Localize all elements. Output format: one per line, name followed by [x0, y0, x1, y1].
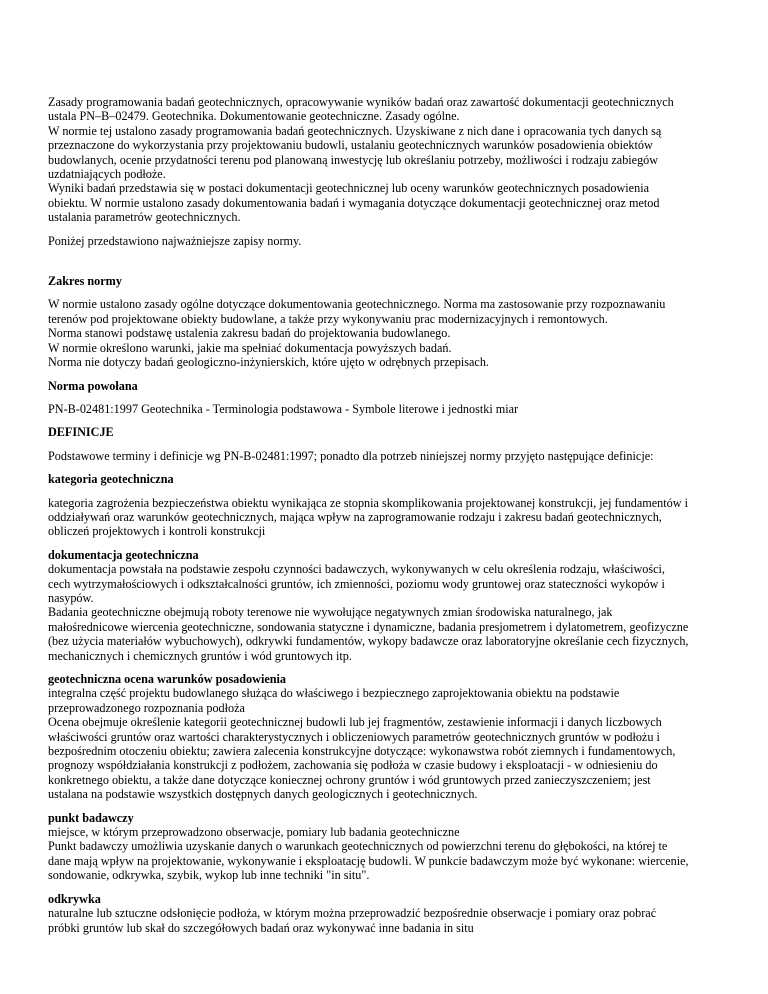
intro-line: uzdatniających podłoże. [48, 167, 166, 182]
intro-paragraph [48, 95, 718, 225]
definition-line: naturalne lub sztuczne odsłonięcie podłoża, w którym można przeprowadzić bezpośrednie obserwacje i pomiary oraz pobrać [48, 906, 657, 921]
definition-line: sondowanie, odkrywka, szybik, wykop lub inne techniki "in situ". [48, 868, 370, 883]
definition-term: punkt badawczy [48, 810, 134, 825]
definition-line: Ocena obejmuje określenie kategorii geotechnicznej budowli lub jej fragmentów, zestawienie informacji i danych liczbowych [48, 715, 662, 730]
intro-line: przeznaczone do wykorzystania przy projektowaniu budowli, ustalaniu geotechnicznych warunków posadowienia obiektów [48, 138, 653, 153]
definition-line: oddziaływań oraz warunków geotechnicznych, mająca wpływ na zaprogramowanie rodzaju i zakresu badań geotechnicznych, [48, 509, 662, 524]
definition-line: integralna część projektu budowlanego służąca do właściwego i bezpiecznego zaprojektowania obiektu na podstawie [48, 686, 620, 701]
definition-line: próbki gruntów lub skał do szczegółowych badań oraz wykonywać inne badania in situ [48, 920, 474, 935]
definition-line: (bez użycia materiałów wybuchowych), odkrywki fundamentów, wykopy badawcze oraz laboratoryjne określanie cech fizycznych, [48, 634, 689, 649]
definition-line: bezpośrednim otoczeniu obiektu; zawiera zalecenia konstrukcyjne dotyczące: wykonawstwa robót ziemnych i fundamentowych, [48, 744, 676, 759]
scope-line: terenów pod projektowane obiekty budowlane, a także przy wykonywaniu prac modernizacyjnych i remontowych. [48, 311, 608, 326]
definition-line: cech wytrzymałościowych i odkształcalności gruntów, ich zmienności, poziomu wody gruntowej oraz stateczności wykopów i [48, 576, 665, 591]
document-page [48, 95, 718, 935]
definition-term: odkrywka [48, 891, 101, 906]
definition-term: geotechniczna ocena warunków posadowienia [48, 672, 287, 686]
reference-text: PN-B-02481:1997 Geotechnika - Terminologia podstawowa - Symbole literowe i jednostki miar [48, 401, 519, 416]
definition-term: dokumentacja geotechniczna [48, 547, 199, 562]
definition-body [48, 906, 718, 935]
intro-summary: Poniżej przedstawiono najważniejsze zapisy normy. [48, 233, 302, 248]
definition-body [48, 496, 718, 539]
definition-body [48, 825, 718, 883]
definition-body [48, 562, 718, 663]
definition-line: nasypów. [48, 590, 94, 605]
definition-body [48, 686, 718, 801]
definition-line: Punkt badawczy umożliwia uzyskanie danych o warunkach geotechnicznych od powierzchni terenu do głębokości, na której te [48, 839, 668, 854]
definition-term: kategoria geotechniczna [48, 472, 174, 487]
scope-heading: Zakres normy [48, 274, 122, 289]
definition-line: ustalana na podstawie wszystkich dostępnych danych geologicznych i geotechnicznych. [48, 787, 478, 802]
scope-line: W normie określono warunki, jakie ma spełniać dokumentacja powyższych badań. [48, 340, 452, 355]
scope-line: Norma stanowi podstawę ustalenia zakresu badań do projektowania budowlanego. [48, 326, 451, 341]
definitions-intro: Podstawowe terminy i definicje wg PN-B-02481:1997; ponadto dla potrzeb niniejszej normy przyjęto następujące definicje: [48, 448, 654, 463]
definition-line: małośrednicowe wiercenia geotechniczne, sondowania statyczne i dynamiczne, badania presjometrem i dylatometrem, geofizyczne [48, 619, 689, 634]
scope-line: W normie ustalono zasady ogólne dotyczące dokumentowania geotechnicznego. Norma ma zastosowanie przy rozpoznawaniu [48, 297, 666, 312]
definition-line: dane mają wpływ na projektowanie, wykonywanie i eksploatację budowli. W punkcie badawczym może być wykonane: wiercenie, [48, 853, 689, 868]
reference-heading: Norma powołana [48, 378, 138, 393]
definition-line: konkretnego obiektu, a także dane dotyczące koniecznej ochrony gruntów i wód gruntowych przed zanieczyszczeniem; jest [48, 772, 651, 787]
intro-line: ustalania parametrów geotechnicznych. [48, 210, 241, 225]
definition-line: przeprowadzonego rozpoznania podłoża [48, 700, 245, 715]
intro-line: budowlanych, ocenie przydatności terenu pod planowaną inwestycję lub określaniu potrzeby, możliwości i rodzaju zabiegów [48, 152, 659, 167]
definition-line: mechanicznych i chemicznych gruntów i wód gruntowych itp. [48, 648, 352, 663]
definition-line: dokumentacja powstała na podstawie zespołu czynności badawczych, wykonywanych w celu określenia rodzaju, właściwości, [48, 562, 665, 577]
intro-line: obiektu. W normie ustalono zasady dokumentowania badań i wymagania dotyczące dokumentacji geotechnicznej oraz metod [48, 195, 660, 210]
scope-line: Norma nie dotyczy badań geologiczno-inżynierskich, które ujęto w odrębnych przepisach. [48, 355, 489, 370]
definition-line: kategoria zagrożenia bezpieczeństwa obiektu wynikająca ze stopnia skomplikowania projektowanej konstrukcji, jej fundamentów i [48, 495, 688, 510]
intro-line: ustala PN–B–02479. Geotechnika. Dokumentowanie geotechniczne. Zasady ogólne. [48, 109, 460, 124]
definition-line: obliczeń projektowych i kontroli konstrukcji [48, 524, 266, 539]
definition-line: Badania geotechniczne obejmują roboty terenowe nie wywołujące negatywnych zmian środowiska naturalnego, jak [48, 605, 613, 620]
scope-paragraph [48, 297, 718, 369]
definitions-heading: DEFINICJE [48, 425, 114, 440]
intro-line: W normie tej ustalono zasady programowania badań geotechnicznych. Uzyskiwane z nich dane i opracowania tych danych są [48, 123, 662, 138]
intro-line: Zasady programowania badań geotechnicznych, opracowywanie wyników badań oraz zawartość dokumentacji geotechnicznych [48, 95, 674, 109]
definition-line: prognozy współdziałania konstrukcji z podłożem, zachowania się podłoża w czasie budowy i eksploatacji - w odniesieniu do [48, 758, 658, 773]
intro-line: Wyniki badań przedstawia się w postaci dokumentacji geotechnicznej lub oceny warunków geotechnicznych posadowienia [48, 181, 649, 196]
definition-line: miejsce, w którym przeprowadzono obserwacje, pomiary lub badania geotechniczne [48, 825, 460, 840]
definition-line: właściwości gruntów oraz wartości charakterystycznych i obliczeniowych parametrów geotechnicznych gruntów w podłożu i [48, 729, 660, 744]
